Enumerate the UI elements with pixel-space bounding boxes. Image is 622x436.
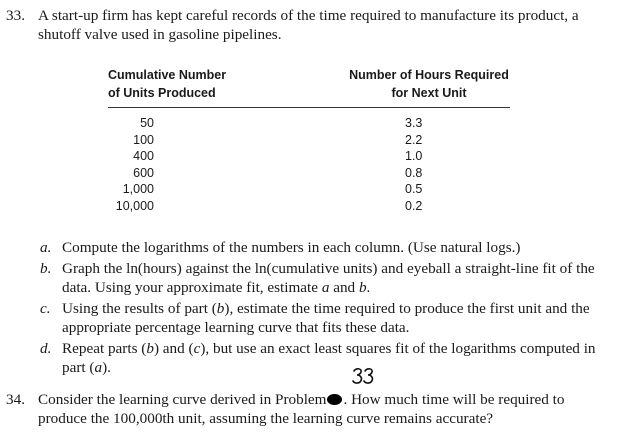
header-hours-required: Number of Hours Required for Next Unit	[349, 68, 509, 100]
part-c: c. Using the results of part (b), estimate the time required to produce the first unit and the appropriate percentage learning curve that fits these data.	[40, 300, 590, 336]
problem-number: 34.	[6, 391, 25, 408]
units-cell: 400	[133, 149, 154, 163]
hours-cell: 0.5	[405, 182, 423, 196]
part-a	[40, 238, 608, 257]
problem-text: Consider the learning curve derived in Problem . How much time will be required to produce the 100,000th unit, assuming the learning curve remains accurate?	[38, 391, 565, 427]
hours-cell: 1.0	[405, 149, 423, 163]
part-d: d. Repeat parts (b) and (c), but use an exact least squares fit of the logarithms computed in part (a).	[40, 340, 596, 376]
problem-number: 33.	[6, 7, 25, 24]
handwritten-note	[352, 366, 376, 386]
units-cell: 1,000	[122, 182, 154, 196]
units-cell: 10,000	[115, 198, 154, 213]
table-rule	[108, 107, 510, 108]
hours-cell: 3.3	[405, 116, 423, 130]
hours-cell: 0.8	[405, 165, 423, 180]
sub-parts	[40, 238, 608, 379]
hours-cell: 2.2	[405, 132, 423, 147]
part-letter: d.	[40, 340, 52, 357]
ink-blot	[327, 394, 342, 405]
part-letter: c.	[40, 300, 51, 317]
part-b: b. Graph the ln(hours) against the ln(cumulative units) and eyeball a straight-line fit of the data. Using your approximate fit, estimate a and b.	[40, 260, 595, 296]
units-cell: 100	[133, 132, 154, 147]
problem-33	[6, 6, 616, 44]
hours-cell: 0.2	[405, 198, 423, 213]
problem-text: A start-up firm has kept careful records of the time required to manufacture its product, a shutoff valve used in gasoline pipelines.	[38, 7, 579, 43]
header-cumulative-units: Cumulative Number of Units Produced	[108, 68, 227, 100]
units-column	[108, 115, 154, 214]
part-letter: b.	[40, 260, 52, 277]
part-letter: a.	[40, 239, 52, 256]
units-cell: 600	[133, 165, 154, 180]
units-cell: 50	[140, 116, 154, 130]
problem-34	[6, 390, 616, 428]
part-text: Compute the logarithms of the numbers in each column. (Use natural logs.)	[62, 239, 521, 256]
hours-column	[405, 115, 435, 214]
